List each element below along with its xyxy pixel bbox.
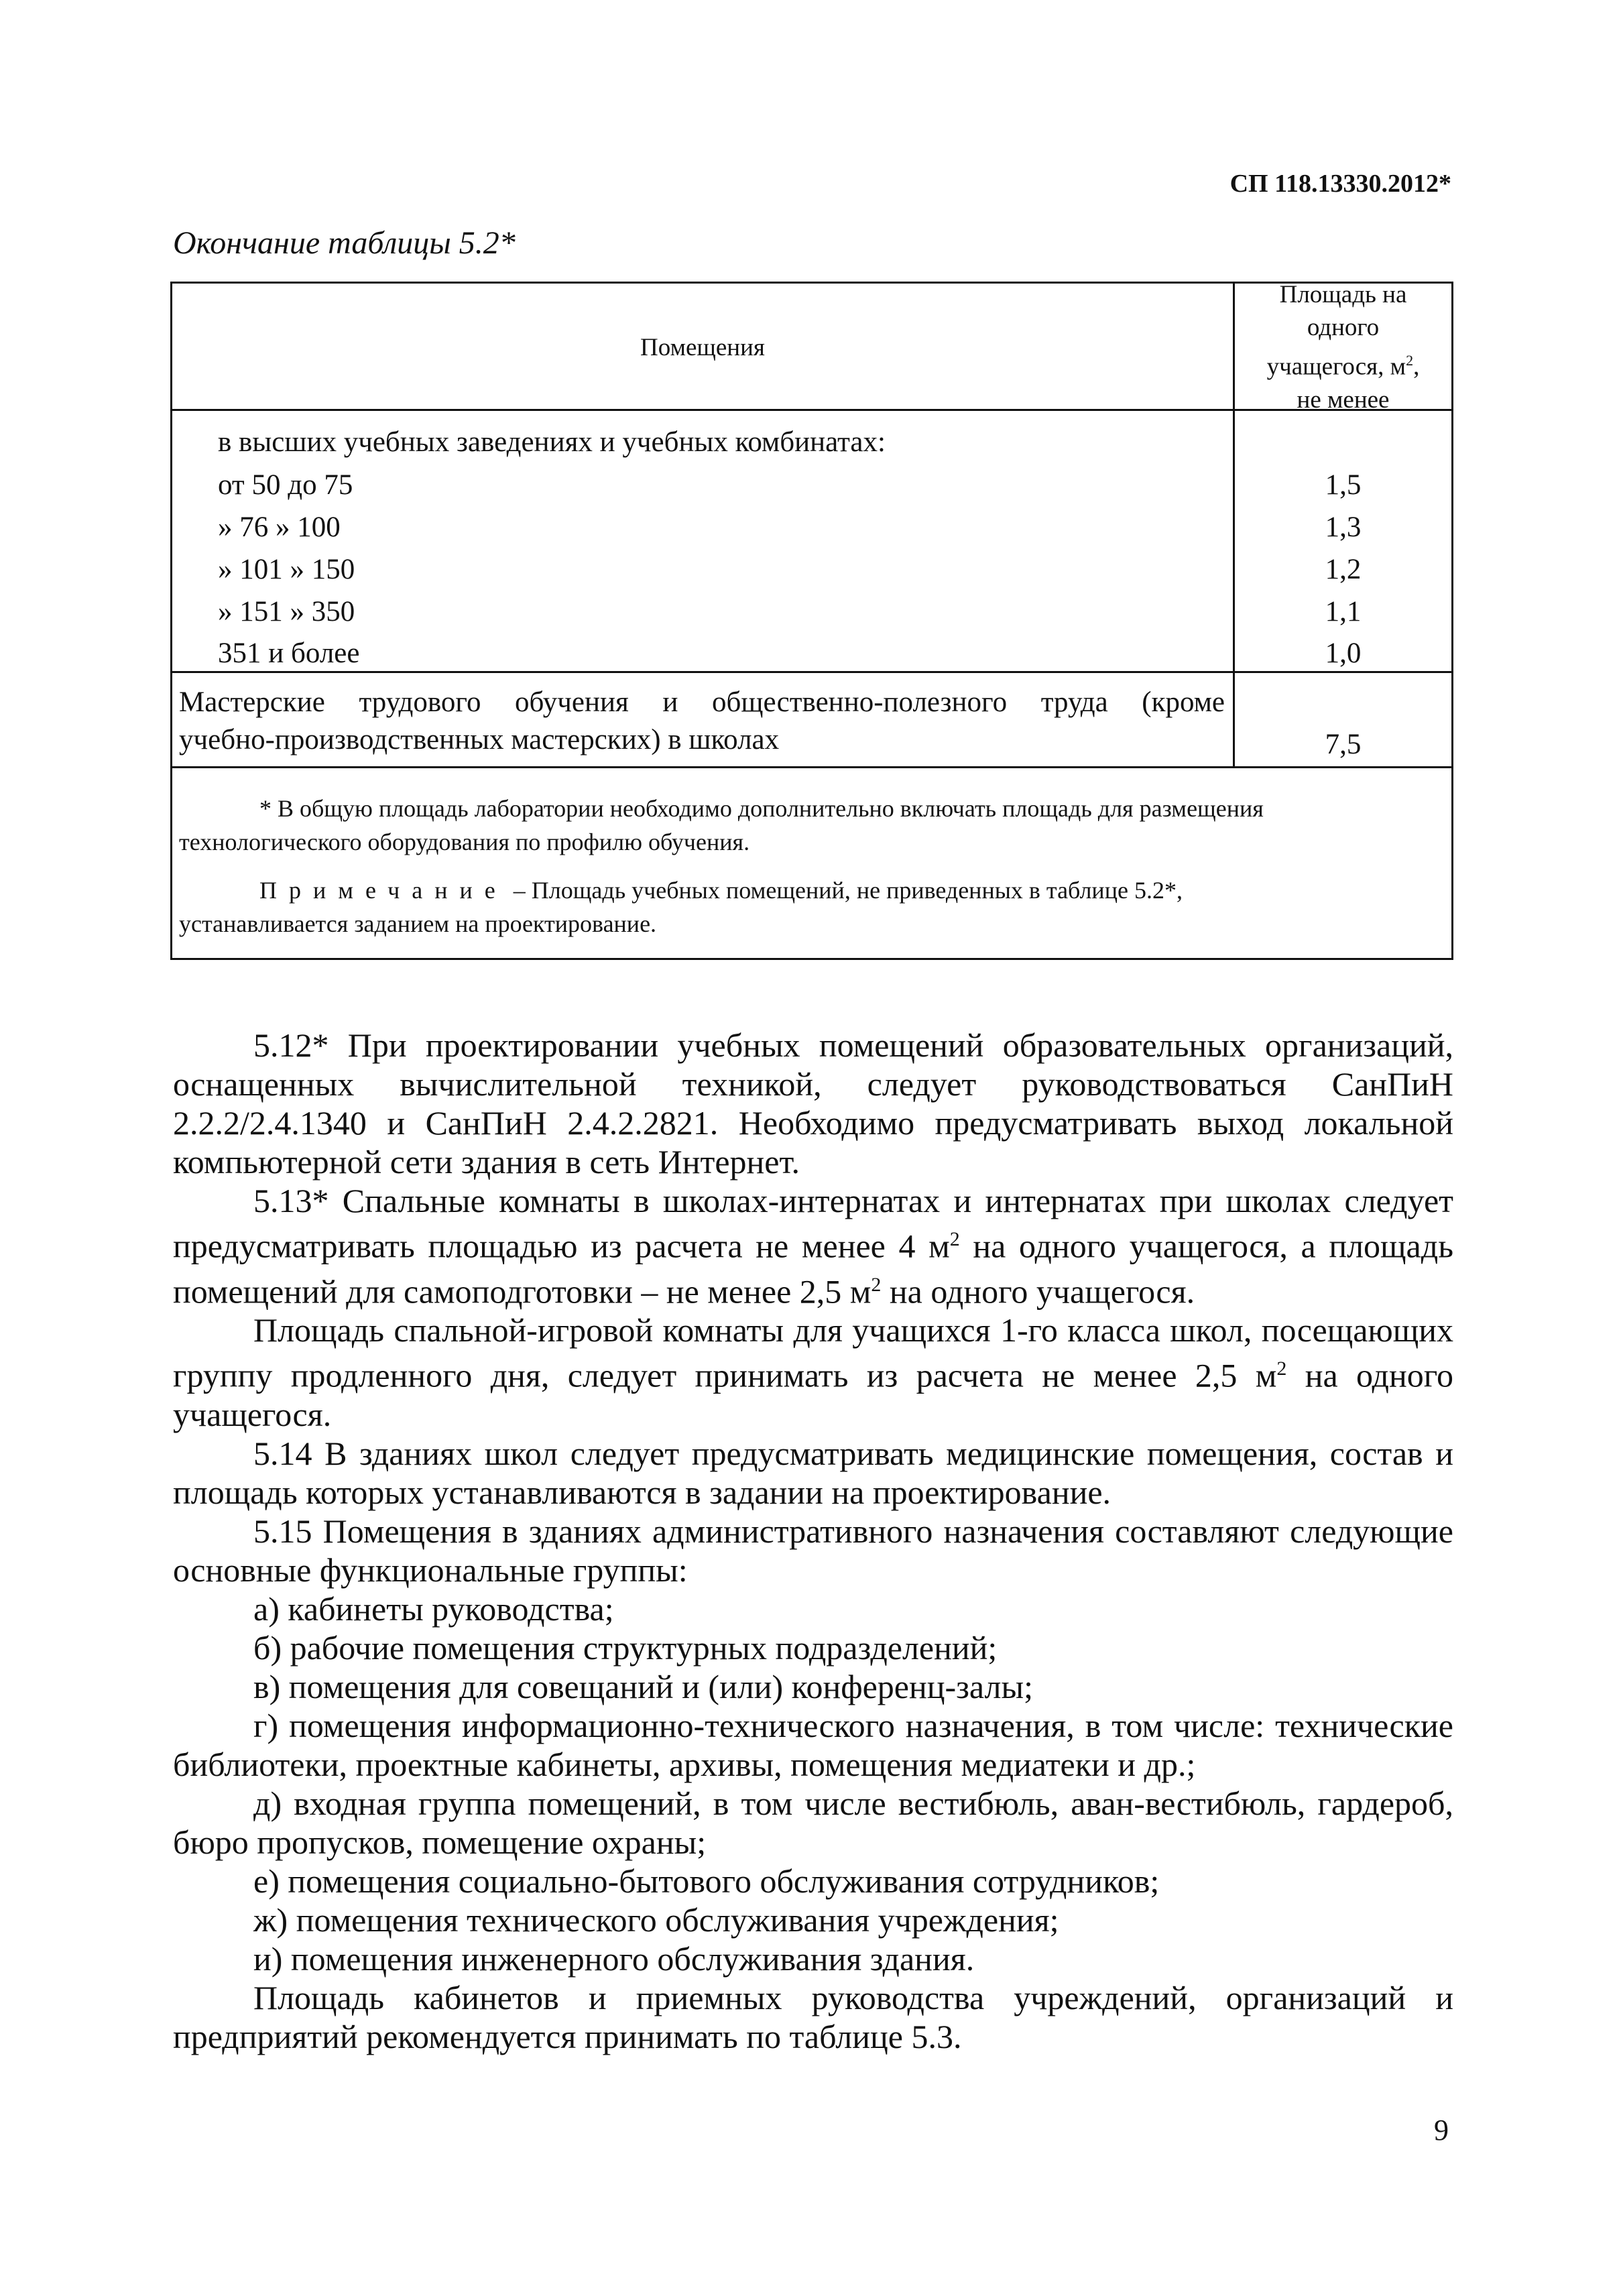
list-item: д) входная группа помещений, в том числе вестибюль, аван-вестибюль, гардероб, бюро пропусков, помещение охраны; bbox=[173, 1784, 1453, 1861]
table-row: » 151 » 350 1,1 bbox=[218, 596, 1362, 627]
note-label: Примечание bbox=[259, 877, 507, 904]
page-number: 9 bbox=[1434, 2114, 1449, 2147]
body-text bbox=[173, 1026, 1453, 2056]
paragraph-5-12: 5.12* При проектировании учебных помещений образовательных организаций, оснащенных вычислительной техникой, следует руководствоваться СанПиН 2.2.2/2.4.1340 и СанПиН 2.4.2.2821. Необходимо предусматривать выход локальной компьютерной сети здания в сеть Интернет. bbox=[173, 1026, 1453, 1181]
list-item: в) помещения для совещаний и (или) конференц-залы; bbox=[253, 1667, 1033, 1705]
column-header-rooms: Помещения bbox=[640, 333, 765, 361]
list-item: и) помещения инженерного обслуживания здания. bbox=[253, 1939, 975, 1978]
paragraph-last: Площадь кабинетов и приемных руководства учреждений, организаций и предприятий рекомендуется принимать по таблице 5.3. bbox=[173, 1978, 1453, 2055]
paragraph-5-14: 5.14 В зданиях школ следует предусматривать медицинские помещения, состав и площадь которых устанавливаются в задании на проектирование. bbox=[173, 1434, 1453, 1511]
list-item: г) помещения информационно-технического назначения, в том числе: технические библиотеки, проектные кабинеты, архивы, помещения медиатеки и др.; bbox=[173, 1706, 1453, 1783]
workshop-area-value: 7,5 bbox=[1325, 729, 1362, 760]
list-item: ж) помещения технического обслуживания учреждения; bbox=[253, 1900, 1059, 1939]
table-note: Примечание – Площадь учебных помещений, не приведенных в таблице 5.2*, устанавливается заданием на проектирование. bbox=[179, 877, 1183, 937]
table-row-workshops: Мастерские трудового обучения и общественно-полезного труда (кроме учебно-производственных мастерских) в школах bbox=[179, 686, 1225, 756]
table-row: » 101 » 150 1,2 bbox=[218, 554, 1362, 585]
list-item: б) рабочие помещения структурных подразделений; bbox=[253, 1628, 998, 1667]
table-5-2 bbox=[170, 282, 1453, 960]
column-header-area: Площадь на одного учащегося, $м^2$, не менее bbox=[1266, 281, 1420, 414]
paragraph-5-15: 5.15 Помещения в зданиях административного назначения составляют следующие основные функциональные группы: bbox=[173, 1512, 1453, 1589]
table-caption: Окончание таблицы 5.2* bbox=[173, 225, 516, 261]
table-row: 351 и более 1,0 bbox=[218, 638, 1362, 669]
paragraph-5-13: 5.13* Спальные комнаты в школах-интернатах и интернатах при школах следует предусматривать площадью из расчета не менее 4 $м^2$ на одного учащегося, а площадь помещений для самоподготовки – не менее 2,5 $м^2$ на одного учащегося. bbox=[173, 1182, 1453, 1311]
table-group-label: в высших учебных заведениях и учебных комбинатах: bbox=[218, 426, 886, 458]
list-item: е) помещения социально-бытового обслуживания сотрудников; bbox=[253, 1862, 1160, 1900]
document-code: СП 118.13330.2012* bbox=[1229, 170, 1451, 198]
list-item: а) кабинеты руководства; bbox=[253, 1589, 614, 1628]
table-row: от 50 до 75 1,5 bbox=[218, 469, 1362, 501]
notes-divider bbox=[172, 766, 1451, 768]
table-footnote: * В общую площадь лаборатории необходимо дополнительно включать площадь для размещения технологического оборудования по профилю обучения. bbox=[179, 795, 1264, 855]
table-row: » 76 » 100 1,3 bbox=[218, 511, 1362, 543]
paragraph-play-room: Площадь спальной-игровой комнаты для учащихся 1-го класса школ, посещающих группу продленного дня, следует принимать из расчета не менее 2,5 $м^2$ на одного учащегося. bbox=[173, 1311, 1453, 1433]
